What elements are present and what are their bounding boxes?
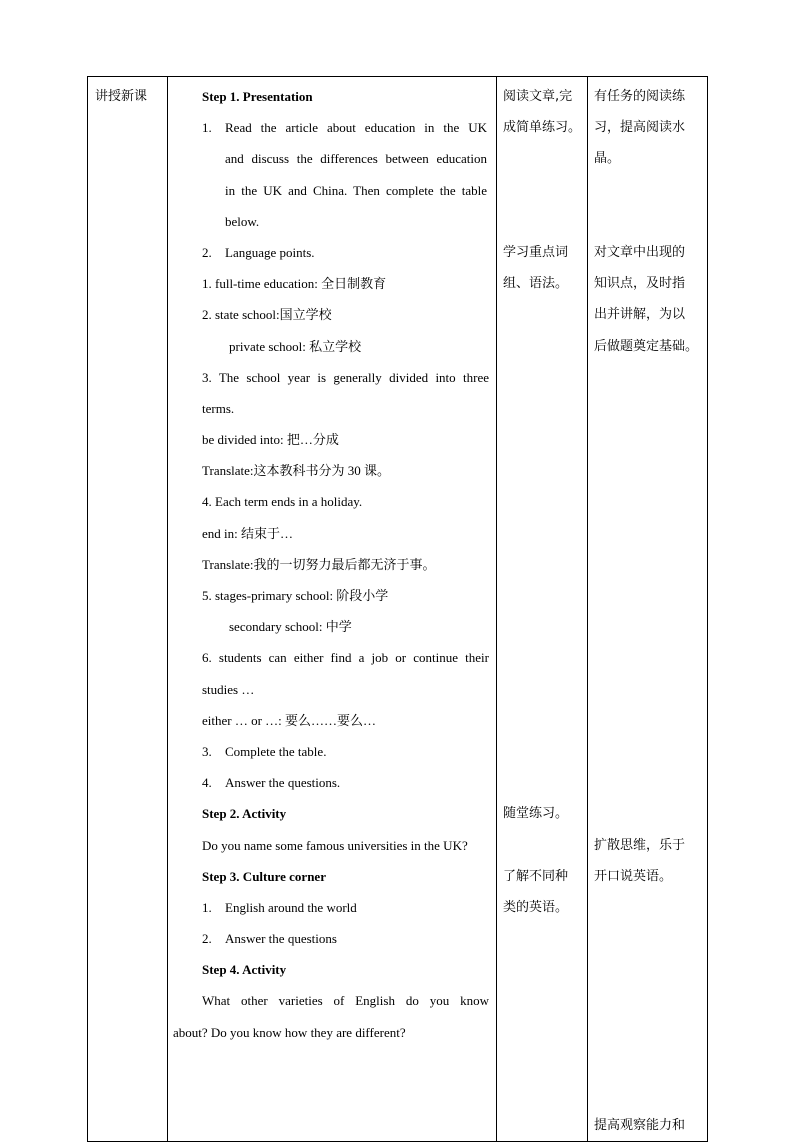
language-point: 4. Each term ends in a holiday. xyxy=(202,494,363,510)
language-point xyxy=(168,362,496,393)
teaching-content-cell xyxy=(168,77,497,1142)
list-number: 1. xyxy=(202,120,212,136)
list-number: 3. xyxy=(202,743,212,759)
list-number: 4. xyxy=(202,775,212,791)
student-activity-text: 了解不同种 xyxy=(503,868,569,884)
list-item xyxy=(168,237,496,268)
language-point-text: 6. students can either find a job or continue their xyxy=(202,650,489,666)
language-point: terms. xyxy=(202,400,235,416)
list-text: in the UK and China. Then complete the table xyxy=(225,182,487,198)
purpose-text: 开口说英语。 xyxy=(594,868,673,884)
translate-exercise: Translate:我的一切努力最后都无济于事。 xyxy=(202,556,436,572)
list-text: English around the world xyxy=(225,899,357,915)
translate-exercise: Translate:这本教科书分为 30 课。 xyxy=(202,463,391,479)
student-activity-text: 阅读文章,完 xyxy=(503,89,573,104)
student-activity-text: 类的英语。 xyxy=(503,899,569,915)
language-point: end in: 结束于… xyxy=(202,525,293,541)
list-item-continued xyxy=(168,175,496,206)
step2-question: Do you name some famous universities in the UK? xyxy=(202,837,468,853)
language-point-text: 3. The school year is generally divided into three xyxy=(202,369,489,385)
language-point: 5. stages-primary school: 阶段小学 xyxy=(202,588,389,603)
student-activity-text: 组、语法。 xyxy=(503,276,569,292)
purpose-text: 晶。 xyxy=(594,151,621,167)
language-point xyxy=(168,642,496,673)
step4-question: about? Do you know how they are different? xyxy=(173,1024,406,1040)
student-activity-text: 随堂练习。 xyxy=(503,806,569,822)
list-item-continued: below. xyxy=(225,213,260,229)
step4-question xyxy=(168,985,496,1016)
list-item xyxy=(168,923,496,954)
language-point: 2. state school:国立学校 xyxy=(202,307,332,323)
step4-title: Step 4. Activity xyxy=(202,962,287,978)
purpose-text: 提高观察能力和 xyxy=(594,1118,686,1134)
stage-cell xyxy=(88,77,168,1142)
purpose-text: 出并讲解，为以 xyxy=(594,307,686,323)
list-number: 2. xyxy=(202,244,212,260)
step4-question-text: What other varieties of English do you know xyxy=(202,993,489,1009)
step1-title: Step 1. Presentation xyxy=(202,89,313,104)
student-activity-text: 成简单练习。 xyxy=(503,120,582,136)
design-purpose-cell xyxy=(588,77,708,1142)
language-point: secondary school: 中学 xyxy=(229,619,352,635)
student-activity-cell xyxy=(497,77,588,1142)
purpose-text: 习，提高阅读水 xyxy=(594,120,686,136)
list-item xyxy=(168,767,496,798)
purpose-text: 知识点，及时指 xyxy=(594,276,686,292)
list-number: 1. xyxy=(202,899,212,915)
language-point: private school: 私立学校 xyxy=(229,338,362,354)
student-activity-text: 学习重点词 xyxy=(503,244,569,260)
list-item xyxy=(168,736,496,767)
step2-title: Step 2. Activity xyxy=(202,806,287,822)
list-text: Language points. xyxy=(225,244,315,260)
list-item-continued xyxy=(168,143,496,174)
purpose-text: 有任务的阅读练 xyxy=(594,89,686,104)
list-number: 2. xyxy=(202,931,212,947)
list-item xyxy=(168,112,496,143)
language-point: either … or …: 要么……要么… xyxy=(202,712,377,728)
list-text: Answer the questions xyxy=(225,931,337,947)
purpose-text: 扩散思维，乐于 xyxy=(594,837,686,853)
list-text: Read the article about education in the UK xyxy=(225,120,487,136)
table-row xyxy=(88,77,708,1142)
list-item xyxy=(168,892,496,923)
purpose-text: 对文章中出现的 xyxy=(594,244,686,260)
language-point: be divided into: 把…分成 xyxy=(202,432,339,448)
step3-title: Step 3. Culture corner xyxy=(202,868,326,884)
list-text: Complete the table. xyxy=(225,743,327,759)
purpose-text: 后做题奠定基础。 xyxy=(594,338,699,354)
lesson-plan-table xyxy=(87,76,708,1142)
list-text: and discuss the differences between education xyxy=(225,151,487,167)
stage-label: 讲授新课 xyxy=(95,89,148,104)
language-point: studies … xyxy=(202,681,255,697)
language-point: 1. full-time education: 全日制教育 xyxy=(202,276,387,292)
list-text: Answer the questions. xyxy=(225,775,341,791)
